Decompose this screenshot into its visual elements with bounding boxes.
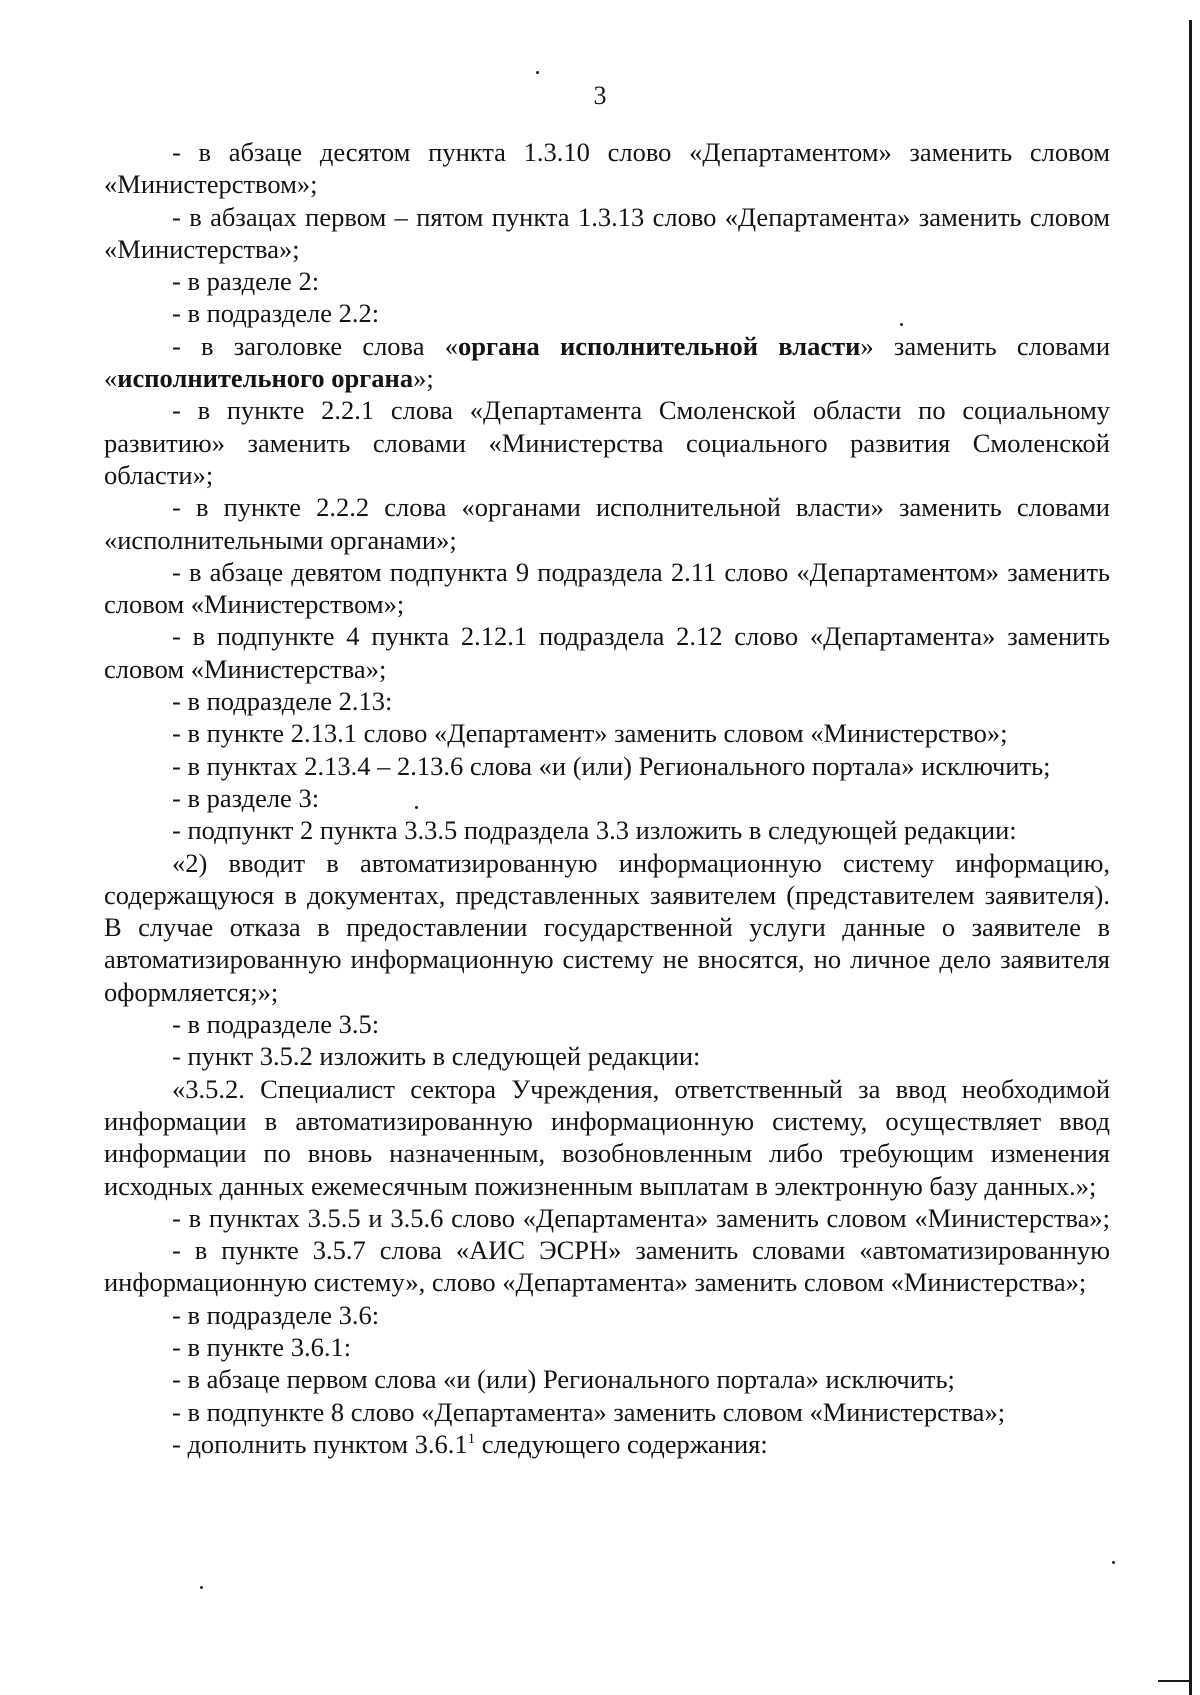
page-corner-mark bbox=[1158, 1680, 1190, 1682]
paragraph: - в абзаце первом слова «и (или) Регионального портала» исключить; bbox=[172, 1364, 955, 1395]
paragraph-text: следующего содержания: bbox=[475, 1428, 768, 1459]
page-number: 3 bbox=[593, 81, 607, 110]
paragraph bbox=[104, 1428, 1110, 1460]
paragraph: - в подразделе 2.13: bbox=[172, 686, 393, 717]
paragraph-text: - дополнить пунктом 3.6.1 bbox=[172, 1428, 468, 1459]
paragraph: - в подпункте 4 пункта 2.12.1 подраздела 2.12 слово «Департамента» заменить словом «Министерства»; bbox=[104, 621, 1110, 684]
paragraph: - в пунктах 2.13.4 – 2.13.6 слова «и (или) Регионального портала» исключить; bbox=[172, 750, 1051, 781]
paragraph: - в пунктах 3.5.5 и 3.5.6 слово «Департамента» заменить словом «Министерства»; bbox=[172, 1202, 1110, 1233]
paragraph: - в подразделе 3.5: bbox=[172, 1009, 380, 1040]
paragraph: - в абзацах первом – пятом пункта 1.3.13 слово «Департамента» заменить словом «Министерства»; bbox=[104, 201, 1110, 264]
page-border-line bbox=[1189, 20, 1192, 1695]
paragraph: - в пункте 2.13.1 слово «Департамент» заменить словом «Министерство»; bbox=[172, 718, 1008, 749]
scan-speck bbox=[1112, 1561, 1115, 1564]
paragraph: - в пункте 3.6.1: bbox=[172, 1331, 352, 1362]
superscript: 1 bbox=[467, 1431, 476, 1448]
paragraph-text: - в заголовке слова « bbox=[172, 330, 458, 361]
paragraph-text: »; bbox=[413, 363, 434, 394]
paragraph: «2) вводит в автоматизированную информационную систему информацию, содержащуюся в документах, представленных заявителем (представителем заявителя). В случае отказа в предоставлении государственной услуги данные о заявителе в автоматизированную информационную систему не вносятся, но личное дело заявителя оформляется;»; bbox=[104, 847, 1110, 1007]
paragraph: - в подпункте 8 слово «Департамента» заменить словом «Министерства»; bbox=[172, 1396, 1006, 1427]
document-body bbox=[104, 136, 1110, 1460]
bold-phrase: органа исполнительной власти bbox=[457, 330, 861, 361]
paragraph: - в абзаце десятом пункта 1.3.10 слово «Департаментом» заменить словом «Министерством»; bbox=[104, 137, 1110, 200]
scan-speck bbox=[536, 71, 539, 74]
paragraph: - в разделе 3: bbox=[172, 782, 320, 813]
paragraph-text: » заменить словами « bbox=[104, 330, 1110, 394]
bold-phrase: исполнительного органа bbox=[117, 363, 414, 394]
paragraph: - пункт 3.5.2 изложить в следующей редакции: bbox=[172, 1041, 701, 1072]
paragraph: - в пункте 2.2.1 слова «Департамента Смоленской области по социальному развитию» заменить словами «Министерства социального развития Смоленской области»; bbox=[104, 395, 1110, 490]
scan-speck bbox=[200, 1586, 203, 1589]
paragraph: - в подразделе 3.6: bbox=[172, 1299, 380, 1330]
paragraph bbox=[104, 330, 1110, 395]
paragraph: - в пункте 2.2.2 слова «органами исполнительной власти» заменить словами «исполнительными органами»; bbox=[104, 492, 1110, 555]
paragraph: - в подразделе 2.2: bbox=[172, 298, 380, 329]
paragraph: - в разделе 2: bbox=[172, 266, 320, 297]
paragraph: - в пункте 3.5.7 слова «АИС ЭСРН» заменить словами «автоматизированную информационную систему», слово «Департамента» заменить словом «Министерства»; bbox=[104, 1235, 1110, 1298]
paragraph: - подпункт 2 пункта 3.3.5 подраздела 3.3 изложить в следующей редакции: bbox=[172, 815, 1017, 846]
paragraph: «3.5.2. Специалист сектора Учреждения, ответственный за ввод необходимой информации в автоматизированную информационную систему, осуществляет ввод информации по вновь назначенным, возобновленным либо требующим изменения исходных данных ежемесячным пожизненным выплатам в электронную базу данных.»; bbox=[104, 1073, 1110, 1201]
paragraph: - в абзаце девятом подпункта 9 подраздела 2.11 слово «Департаментом» заменить словом «Министерством»; bbox=[104, 556, 1110, 620]
